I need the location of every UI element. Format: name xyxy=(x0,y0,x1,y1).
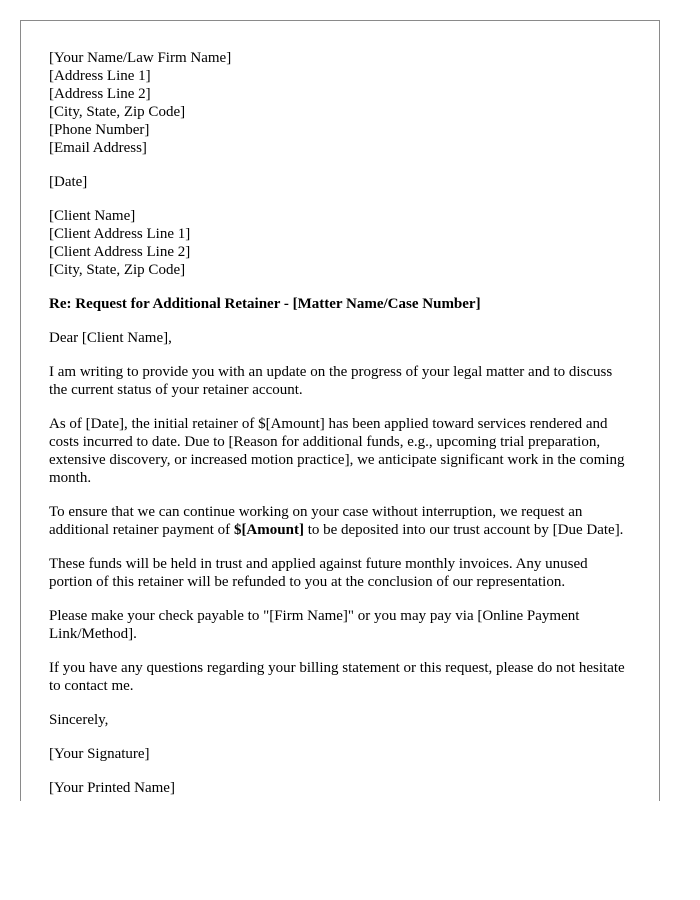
body-paragraph-4: These funds will be held in trust and applied against future monthly invoices. Any unused portion of this retainer will be refunded to you at the conclusion of our representation. xyxy=(49,556,588,590)
body-paragraph-6: If you have any questions regarding your billing statement or this request, please do not hesitate to contact me. xyxy=(49,660,625,694)
recipient-address-line-1: [Client Address Line 1] xyxy=(49,226,191,242)
sender-email: [Email Address] xyxy=(49,140,147,156)
body-paragraph-3-text-start: To ensure that we can continue working on your case without interruption, we request an additional retainer payment of xyxy=(49,504,583,538)
recipient-address-line-2: [Client Address Line 2] xyxy=(49,244,191,260)
recipient-city-state-zip: [City, State, Zip Code] xyxy=(49,262,186,278)
subject-line: Re: Request for Additional Retainer - [Matter Name/Case Number] xyxy=(49,296,481,312)
letter-content xyxy=(49,49,629,801)
sender-address-line-2: [Address Line 2] xyxy=(49,86,151,102)
sender-name: [Your Name/Law Firm Name] xyxy=(49,50,232,66)
date-block xyxy=(49,173,629,191)
sender-city-state-zip: [City, State, Zip Code] xyxy=(49,104,186,120)
closing: Sincerely, xyxy=(49,712,109,728)
requested-amount: $[Amount] xyxy=(233,522,304,538)
printed-name: [Your Printed Name] xyxy=(49,780,175,796)
letter-page xyxy=(20,20,660,801)
body-paragraph-1: I am writing to provide you with an update on the progress of your legal matter and to discuss the current status of your retainer account. xyxy=(49,364,613,398)
salutation: Dear [Client Name], xyxy=(49,330,172,346)
signature: [Your Signature] xyxy=(49,746,150,762)
body-paragraph-3-text-end: to be deposited into our trust account by [Due Date]. xyxy=(303,522,624,538)
letter-date: [Date] xyxy=(49,174,88,190)
recipient-block xyxy=(49,207,629,279)
sender-phone: [Phone Number] xyxy=(49,122,150,138)
body-paragraph-3 xyxy=(49,503,629,539)
sender-address-line-1: [Address Line 1] xyxy=(49,68,151,84)
recipient-name: [Client Name] xyxy=(49,208,136,224)
body-paragraph-5: Please make your check payable to "[Firm Name]" or you may pay via [Online Payment Link/Method]. xyxy=(49,608,580,642)
sender-block xyxy=(49,49,629,157)
body-paragraph-2: As of [Date], the initial retainer of $[Amount] has been applied toward services rendered and costs incurred to date. Due to [Reason for additional funds, e.g., upcoming trial preparation, extensive discovery, or increased motion practice], we anticipate significant work in the coming month. xyxy=(49,416,625,486)
